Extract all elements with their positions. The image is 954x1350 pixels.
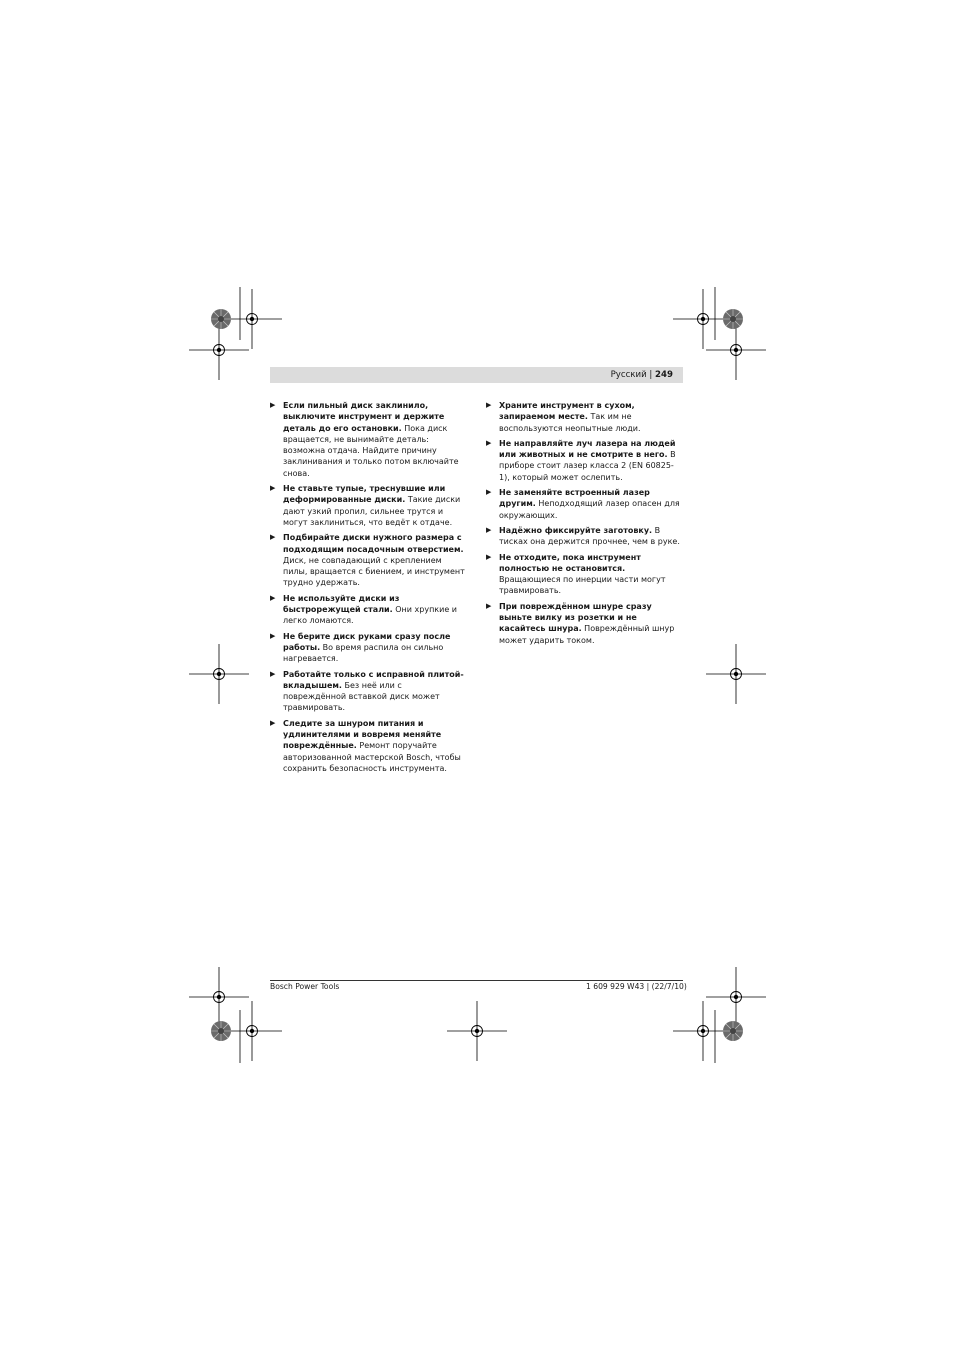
list-item (486, 525, 682, 548)
list-item (486, 552, 682, 597)
page-number: 249 (655, 370, 673, 380)
item-text: Ремонт поручайте авторизованной мастерской Bosch, чтобы сохранить безопасность инструмента. (283, 741, 461, 773)
item-lead: Не ставьте тупые, треснувшие или деформированные диски. (283, 484, 446, 505)
list-item (486, 400, 682, 434)
left-column (270, 400, 466, 778)
bullet-icon: ▶ (486, 401, 492, 409)
bullet-icon: ▶ (270, 401, 276, 409)
bullet-icon: ▶ (486, 601, 492, 610)
section-label: Русский (610, 370, 647, 380)
list-item (270, 718, 466, 774)
item-text: Повреждённый шнур может ударить током. (499, 624, 675, 645)
item-lead: Работайте только с исправной плитой-вкладышем. (283, 669, 464, 690)
bullet-icon: ▶ (270, 593, 276, 602)
list-item (270, 669, 466, 714)
list-item (270, 400, 466, 479)
item-lead: Следите за шнуром питания и удлинителями и вовремя меняйте повреждённые. (283, 718, 442, 751)
bullet-icon: ▶ (486, 525, 492, 534)
bullet-icon: ▶ (486, 488, 492, 497)
item-lead: Если пильный диск заклинило, выключите инструмент и держите деталь до его остановки. (283, 401, 445, 433)
item-text: Они хрупкие и легко ломаются. (283, 605, 457, 626)
bullet-icon: ▶ (486, 438, 492, 447)
item-lead: Надёжно фиксируйте заготовку. (499, 525, 653, 535)
bullet-icon: ▶ (270, 718, 276, 727)
bullet-icon: ▶ (270, 631, 276, 640)
page-header: Русский | 249 (610, 370, 673, 380)
item-text: В приборе стоит лазер класса 2 (EN 60825-1), который может ослепить. (499, 450, 676, 482)
bullet-icon: ▶ (270, 533, 276, 542)
bullet-icon: ▶ (270, 669, 276, 678)
item-text: В тисках она держится прочнее, чем в руке. (499, 525, 680, 547)
item-lead: Не берите диск руками сразу после работы. (283, 631, 451, 652)
list-item (270, 532, 466, 588)
page-header-bar (270, 367, 683, 383)
footer-publisher: Bosch Power Tools (270, 982, 340, 991)
list-item (270, 593, 466, 627)
item-text: Пока диск вращается, не вынимайте деталь: возможна отдача. Найдите причину заклинивания и только потом включайте снова. (283, 423, 459, 478)
footer-doc-number: 1 609 929 W43 | (22/7/10) (586, 982, 687, 991)
list-item (486, 487, 682, 521)
item-text: Неподходящий лазер опасен для окружающих. (499, 499, 680, 520)
item-text: Так им не воспользуются неопытные люди. (499, 412, 641, 433)
item-lead: Подбирайте диски нужного размера с подходящим посадочным отверстием. (283, 533, 464, 554)
item-lead: Не отходите, пока инструмент полностью не остановится. (499, 552, 641, 573)
item-text: Без неё или с повреждённой вставкой диск может травмировать. (283, 680, 440, 713)
item-text: Вращающиеся по инерции части могут травмировать. (499, 575, 666, 596)
list-item (486, 601, 682, 646)
bullet-icon: ▶ (486, 552, 492, 561)
item-text: Во время распила он сильно нагревается. (283, 642, 444, 664)
footer-rule (270, 980, 683, 981)
list-item (486, 438, 682, 483)
right-column (486, 400, 682, 650)
item-lead: Не направляйте луч лазера на людей или животных и не смотрите в него. (499, 438, 676, 460)
item-text: Диск, не совпадающий с креплением пилы, вращается с биением, и инструмент трудно удержать. (283, 555, 465, 588)
item-lead: Не заменяйте встроенный лазер другим. (499, 488, 650, 509)
item-lead: При повреждённом шнуре сразу выньте вилку из розетки и не касайтесь шнура. (499, 601, 652, 634)
item-lead: Не используйте диски из быстрорежущей стали. (283, 593, 400, 615)
bullet-icon: ▶ (270, 484, 276, 493)
item-text: Такие диски дают узкий пропил, сильнее трутся и могут заклиниться, что ведёт к отдаче. (283, 495, 461, 527)
list-item (270, 631, 466, 665)
list-item (270, 483, 466, 528)
item-lead: Храните инструмент в сухом, запираемом месте. (499, 401, 635, 422)
